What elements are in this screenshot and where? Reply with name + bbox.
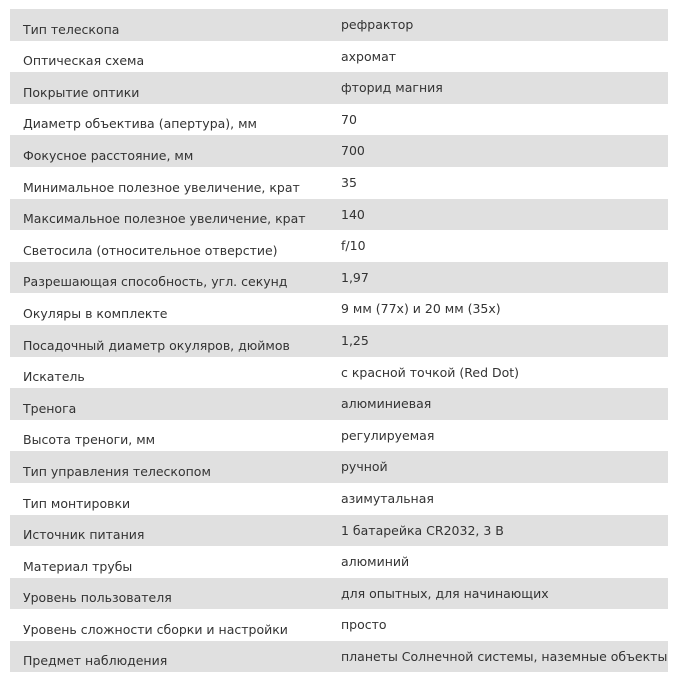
spec-value: 700 — [341, 143, 365, 159]
spec-row — [10, 515, 668, 547]
spec-label: Источник питания — [23, 527, 145, 543]
spec-label: Тип телескопа — [23, 21, 120, 37]
spec-value: 1 батарейка CR2032, 3 В — [341, 522, 504, 538]
spec-value: 140 — [341, 206, 365, 222]
spec-label: Материал трубы — [23, 558, 133, 574]
spec-label: Предмет наблюдения — [23, 653, 168, 669]
spec-row — [10, 388, 668, 420]
spec-label: Покрытие оптики — [23, 84, 140, 100]
spec-label: Тип управления телескопом — [23, 463, 211, 479]
spec-label: Посадочный диаметр окуляров, дюймов — [23, 337, 290, 353]
spec-row — [10, 9, 668, 41]
spec-value: фторид магния — [341, 80, 443, 96]
spec-value: 35 — [341, 174, 357, 190]
spec-value: планеты Солнечной системы, наземные объекты — [341, 648, 668, 664]
spec-value: ручной — [341, 459, 388, 475]
spec-label: Уровень пользователя — [23, 590, 172, 606]
spec-value: алюминий — [341, 554, 410, 570]
spec-value: азимутальная — [341, 490, 434, 506]
spec-value: 1,25 — [341, 332, 369, 348]
spec-value: алюминиевая — [341, 396, 432, 412]
spec-value: f/10 — [341, 238, 366, 254]
spec-label: Тип монтировки — [23, 495, 131, 511]
spec-label: Высота треноги, мм — [23, 432, 156, 448]
spec-row — [10, 41, 668, 73]
spec-row — [10, 135, 668, 167]
spec-row — [10, 420, 668, 452]
spec-value: ахромат — [341, 48, 397, 64]
spec-row — [10, 578, 668, 610]
spec-label: Уровень сложности сборки и настройки — [23, 621, 288, 637]
spec-row — [10, 609, 668, 641]
spec-row — [10, 357, 668, 389]
spec-value: 1,97 — [341, 269, 369, 285]
spec-row — [10, 325, 668, 357]
spec-label: Тренога — [23, 400, 77, 416]
spec-value: 70 — [341, 111, 357, 127]
spec-row — [10, 262, 668, 294]
spec-value: рефрактор — [341, 17, 414, 32]
spec-row — [10, 641, 668, 673]
spec-row — [10, 293, 668, 325]
spec-label: Диаметр объектива (апертура), мм — [23, 116, 257, 132]
spec-label: Минимальное полезное увеличение, крат — [23, 179, 300, 195]
spec-label: Фокусное расстояние, мм — [23, 147, 194, 163]
spec-row — [10, 230, 668, 262]
spec-value: для опытных, для начинающих — [341, 585, 549, 601]
spec-row — [10, 72, 668, 104]
spec-row — [10, 167, 668, 199]
spec-value: с красной точкой (Red Dot) — [341, 364, 520, 380]
spec-label: Светосила (относительное отверстие) — [23, 242, 278, 258]
spec-label: Максимальное полезное увеличение, крат — [23, 211, 306, 227]
spec-value: регулируемая — [341, 427, 435, 443]
spec-label: Разрешающая способность, угл. секунд — [23, 274, 288, 290]
spec-value: просто — [341, 617, 387, 633]
spec-row — [10, 104, 668, 136]
spec-label: Оптическая схема — [23, 53, 145, 69]
spec-label: Окуляры в комплекте — [23, 305, 168, 321]
spec-row — [10, 546, 668, 578]
spec-row — [10, 451, 668, 483]
spec-label: Искатель — [23, 369, 85, 385]
specifications-table — [10, 9, 668, 672]
spec-row — [10, 483, 668, 515]
spec-row — [10, 199, 668, 231]
spec-value: 9 мм (77x) и 20 мм (35x) — [341, 301, 501, 317]
